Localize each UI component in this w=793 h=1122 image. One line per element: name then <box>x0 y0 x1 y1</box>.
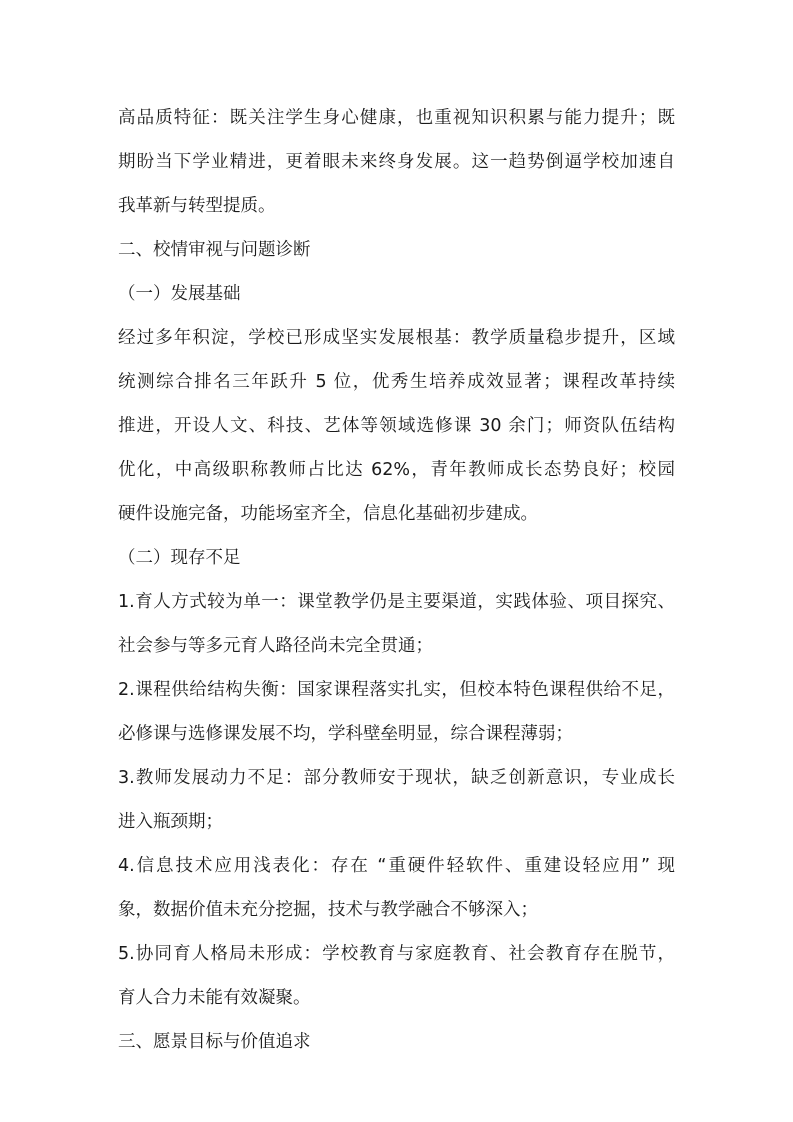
paragraph-line: 统测综合排名三年跃升 5 位，优秀生培养成效显著；课程改革持续 <box>118 372 675 392</box>
list-item-line: 育人合力未能有效凝聚。 <box>118 988 311 1008</box>
list-item-line: 2.课程供给结构失衡：国家课程落实扎实，但校本特色课程供给不足， <box>118 680 675 700</box>
paragraph-line: 经过多年积淀，学校已形成坚实发展根基：教学质量稳步提升，区域 <box>118 328 675 348</box>
paragraph-line: 期盼当下学业精进，更着眼未来终身发展。这一趋势倒逼学校加速自 <box>118 152 675 172</box>
list-item-line: 4.信息技术应用浅表化：存在 “重硬件轻软件、重建设轻应用” 现 <box>118 856 675 876</box>
subsection-heading: （二）现存不足 <box>118 548 241 568</box>
paragraph-line: 我革新与转型提质。 <box>118 196 276 216</box>
list-item-line: 社会参与等多元育人路径尚未完全贯通； <box>118 636 433 656</box>
paragraph-line: 硬件设施完备，功能场室齐全，信息化基础初步建成。 <box>118 504 538 524</box>
list-item-line: 进入瓶颈期； <box>118 812 223 832</box>
list-item-line: 1.育人方式较为单一：课堂教学仍是主要渠道，实践体验、项目探究、 <box>118 592 675 612</box>
list-item-line: 3.教师发展动力不足：部分教师安于现状，缺乏创新意识，专业成长 <box>118 768 675 788</box>
subsection-heading: （一）发展基础 <box>118 284 241 304</box>
paragraph-line: 推进，开设人文、科技、艺体等领域选修课 30 余门；师资队伍结构 <box>118 416 675 436</box>
list-item-line: 必修课与选修课发展不均，学科壁垒明显，综合课程薄弱； <box>118 724 573 744</box>
list-item-line: 象，数据价值未充分挖掘，技术与教学融合不够深入； <box>118 900 538 920</box>
section-heading: 二、校情审视与问题诊断 <box>118 240 311 260</box>
paragraph-line: 高品质特征：既关注学生身心健康，也重视知识积累与能力提升；既 <box>118 108 675 128</box>
paragraph-line: 优化，中高级职称教师占比达 62%，青年教师成长态势良好；校园 <box>118 460 675 480</box>
list-item-line: 5.协同育人格局未形成：学校教育与家庭教育、社会教育存在脱节， <box>118 944 675 964</box>
section-heading: 三、愿景目标与价值追求 <box>118 1032 311 1052</box>
